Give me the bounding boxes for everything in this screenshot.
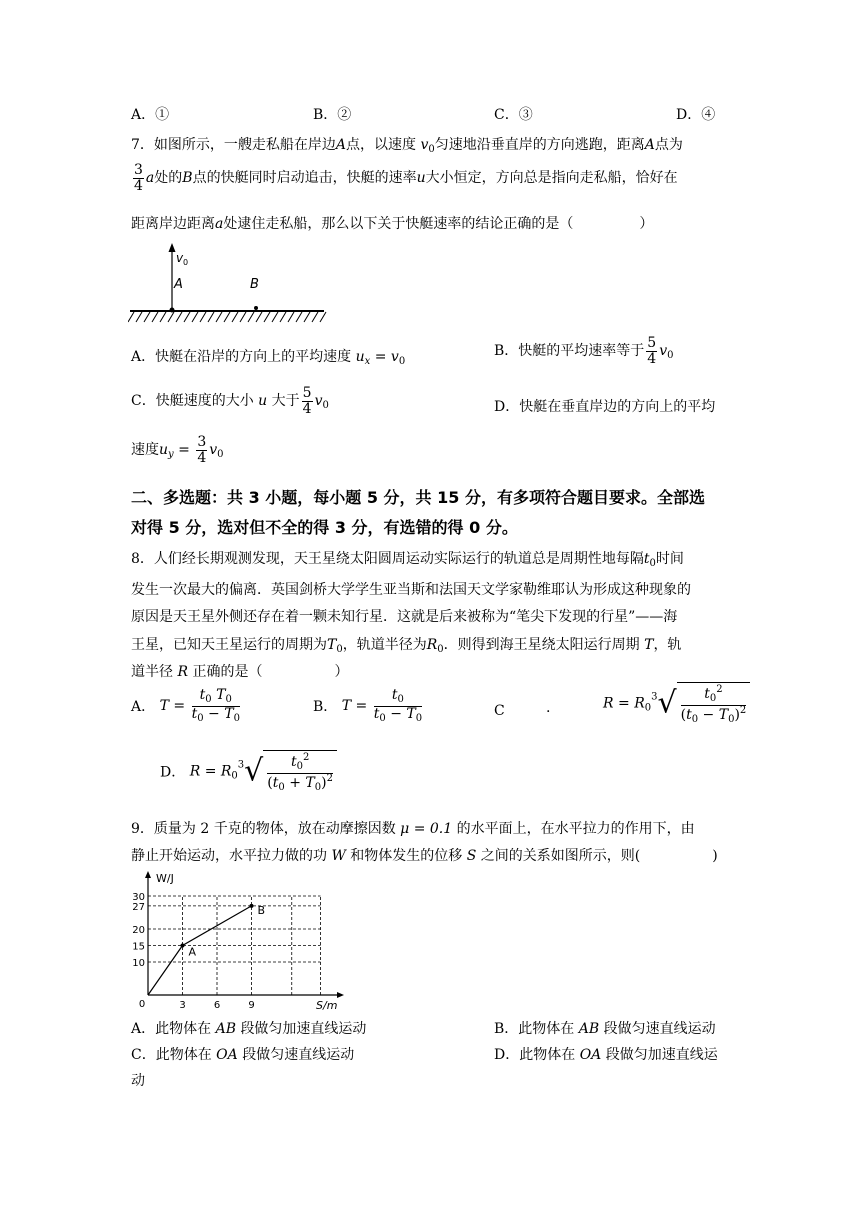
q7-line-1: 7．如图所示，一艘走私船在岸边A点，以速度 $v_0$匀速地沿垂直岸的方向逃跑，距离A点为 [131, 137, 683, 155]
q7-option-c: C．快艇速度的大小 u 大于 $\frac{5}{4}$ $v_0$ [131, 385, 329, 417]
data-point-a [181, 944, 185, 948]
y-axis-label: W/J [156, 872, 174, 885]
y-tick-label: 20 [132, 925, 145, 936]
q9-line-2: 静止开始运动，水平拉力做的功 W 和物体发生的位移 S 之间的关系如图所示，则( ) [131, 848, 718, 864]
q8-line-2: 发生一次最大的偏离．英国剑桥大学学生亚当斯和法国天文学家勒维耶认为形成这种现象的 [131, 582, 691, 598]
point-label-a: A [188, 945, 197, 959]
q7-figure [128, 240, 328, 325]
q9-option-d: D．此物体在 OA 段做匀加速直线运 [494, 1047, 718, 1063]
data-point-b [250, 904, 254, 908]
point-label-b: B [257, 903, 266, 917]
x-tick-label: 9 [248, 1000, 255, 1011]
q8-option-c-dot: . [546, 700, 551, 716]
q9-option-d-wrap: 动 [131, 1073, 145, 1089]
series-line [148, 906, 252, 995]
q9-option-c: C．此物体在 OA 段做匀速直线运动 [131, 1047, 355, 1063]
point-b-label: B [250, 277, 259, 292]
q6-option-b: B．② [313, 107, 352, 123]
q7-option-a: A．快艇在沿岸的方向上的平均速度 $u_x = v_0$ [131, 349, 406, 367]
y-tick-label: 27 [132, 901, 145, 913]
q9-line-1: 9．质量为 2 千克的物体，放在动摩擦因数 μ = 0.1 的水平面上，在水平拉力的作用下，由 [131, 821, 695, 837]
x-axis-label: S/m [316, 999, 338, 1012]
q8-line-3: 原因是天王星外侧还存在着一颗未知行星．这就是后来被称为“笔尖下发现的行星”——海 [131, 609, 678, 625]
x-axis-arrowhead [337, 992, 344, 998]
y-tick-label: 15 [132, 941, 145, 953]
q6-option-c: C．③ [494, 107, 533, 123]
q8-line-5: 道半径 R 正确的是（ ） [131, 664, 349, 680]
q8-option-d: D． $R = R_0^3√$ $\frac{t_0^2}{(t_0 + T_0)^2}$ [160, 750, 337, 793]
fraction-3-4: $\frac{3}{4}$ [134, 162, 143, 194]
y-tick-label: 10 [132, 958, 145, 969]
y-axis-arrowhead [145, 871, 151, 878]
velocity-arrowhead [169, 243, 176, 252]
q8-option-c-formula: $R = R_0^3√$ $\frac{t_0^2}{(t_0 - T_0)^2}$ [603, 682, 750, 725]
q6-option-a: A．① [131, 107, 170, 123]
q9-option-a: A．此物体在 AB 段做匀加速直线运动 [131, 1021, 367, 1037]
velocity-label: v [176, 251, 184, 265]
shore-hatching [128, 312, 326, 322]
q7-option-b: B．快艇的平均速率等于 $\frac{5}{4}$ $v_0$ [494, 335, 674, 367]
q8-option-a: A． T = $\frac{t_0 T_0}{t_0 - T_0}$ [131, 687, 240, 724]
q7-line-2: $\frac{3}{4}$ a处的B点的快艇同时启动追击，快艇的速率u大小恒定，方向总是指向走私船，恰好在 [134, 162, 678, 194]
x-tick-label: 3 [179, 1000, 186, 1011]
y-tick-label: 30 [132, 892, 145, 903]
section-2-heading-line-1: 二、多选题：共 3 小题，每小题 5 分，共 15 分，有多项符合题目要求。全部选 [131, 488, 705, 507]
work-displacement-chart [128, 868, 353, 1013]
origin-label: 0 [138, 999, 146, 1010]
q8-option-b: B． T = $\frac{t_0}{t_0 - T_0}$ [313, 687, 423, 724]
q7-option-d-line-2: 速度$u_y$ = $\frac{3}{4}$ $v_0$ [131, 434, 224, 466]
point-b-dot [254, 306, 258, 310]
x-tick-label: 6 [213, 1000, 221, 1011]
point-a-dot [170, 308, 175, 313]
q8-line-4: 王星，已知天王星运行的周期为$T_0$，轨道半径为$R_0$．则得到海王星绕太阳运行周期 T，轨 [131, 637, 682, 655]
section-2-heading-line-2: 对得 5 分，选对但不全的得 3 分，有选错的得 0 分。 [131, 518, 518, 537]
velocity-sub: 0 [183, 258, 189, 267]
q7-option-d-line-1: D．快艇在垂直岸边的方向上的平均 [494, 399, 716, 415]
q9-option-b: B．此物体在 AB 段做匀速直线运动 [494, 1021, 716, 1037]
q7-line-3: 距离岸边距离a处逮住走私船，那么以下关于快艇速率的结论正确的是（ ） [131, 216, 654, 232]
q8-option-c-label: C [494, 703, 505, 719]
point-a-label: A [174, 277, 183, 292]
q6-option-d: D．④ [676, 107, 716, 123]
q8-line-1: 8．人们经长期观测发现，天王星绕太阳圆周运动实际运行的轨道总是周期性地每隔$t_0$时间 [131, 551, 684, 569]
